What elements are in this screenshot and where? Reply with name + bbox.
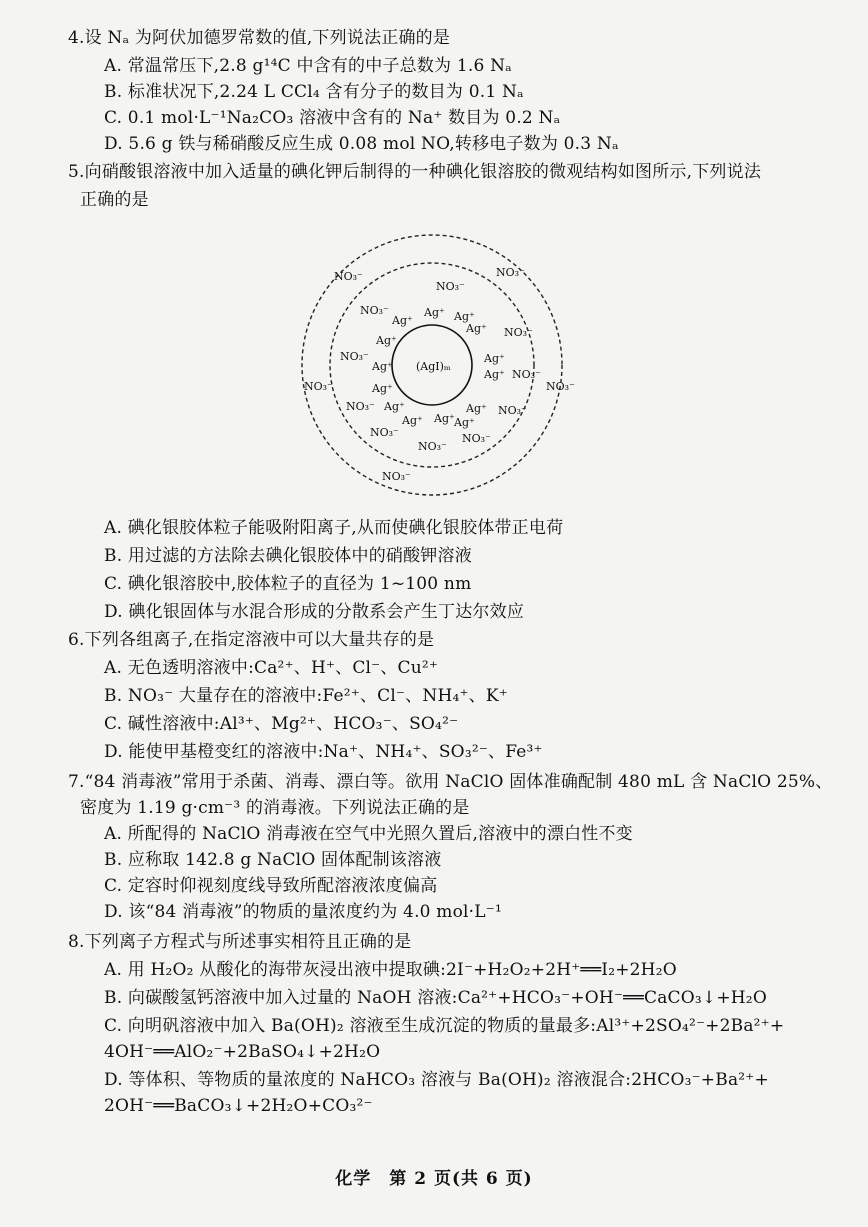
nitrate-ion: NO₃⁻ — [546, 380, 575, 393]
nitrate-ion: NO₃⁻ — [340, 350, 369, 363]
nitrate-ion: NO₃⁻ — [334, 270, 363, 283]
q4-option-b: B. 标准状况下,2.24 L CCl₄ 含有分子的数目为 0.1 Nₐ — [104, 82, 524, 102]
agi-colloid-diagram — [290, 220, 590, 510]
q6-option-c: C. 碱性溶液中:Al³⁺、Mg²⁺、HCO₃⁻、SO₄²⁻ — [104, 714, 459, 734]
q6-option-b: B. NO₃⁻ 大量存在的溶液中:Fe²⁺、Cl⁻、NH₄⁺、K⁺ — [104, 686, 508, 706]
q7-option-d: D. 该“84 消毒液”的物质的量浓度约为 4.0 mol·L⁻¹ — [104, 902, 502, 922]
ag-ion: Ag⁺ — [454, 416, 475, 429]
page-footer: 化学 第 2 页(共 6 页) — [335, 1169, 533, 1189]
nitrate-ion: NO₃⁻ — [512, 368, 541, 381]
q5-option-a: A. 碘化银胶体粒子能吸附阳离子,从而使碘化银胶体带正电荷 — [104, 518, 564, 538]
ag-ion: Ag⁺ — [454, 310, 475, 323]
nitrate-ion: NO₃⁻ — [370, 426, 399, 439]
nitrate-ion: NO₃⁻ — [360, 304, 389, 317]
q5-stem-line1: 5.向硝酸银溶液中加入适量的碘化钾后制得的一种碘化银溶胶的微观结构如图所示,下列说法 — [68, 162, 762, 182]
nitrate-ion: NO₃⁻ — [382, 470, 411, 483]
ag-ion: Ag⁺ — [372, 382, 393, 395]
ag-ion: Ag⁺ — [424, 306, 445, 319]
q5-option-c: C. 碘化银溶胶中,胶体粒子的直径为 1~100 nm — [104, 574, 472, 594]
q8-option-c-line1: C. 向明矾溶液中加入 Ba(OH)₂ 溶液至生成沉淀的物质的量最多:Al³⁺+2SO₄²⁻+2Ba²⁺+ — [104, 1016, 785, 1036]
nitrate-ion: NO₃⁻ — [418, 440, 447, 453]
nitrate-ion: NO₃⁻ — [504, 326, 533, 339]
q7-stem-line2: 密度为 1.19 g·cm⁻³ 的消毒液。下列说法正确的是 — [80, 798, 470, 818]
nitrate-ion: NO₃⁻ — [436, 280, 465, 293]
q8-stem: 8.下列离子方程式与所述事实相符且正确的是 — [68, 932, 412, 952]
q7-option-b: B. 应称取 142.8 g NaClO 固体配制该溶液 — [104, 850, 442, 870]
q6-stem: 6.下列各组离子,在指定溶液中可以大量共存的是 — [68, 630, 435, 650]
q5-stem-line2: 正确的是 — [80, 190, 149, 210]
q8-option-b: B. 向碳酸氢钙溶液中加入过量的 NaOH 溶液:Ca²⁺+HCO₃⁻+OH⁻══CaCO₃↓+H₂O — [104, 988, 767, 1008]
q7-option-a: A. 所配得的 NaClO 消毒液在空气中光照久置后,溶液中的漂白性不变 — [104, 824, 633, 844]
ag-ion: Ag⁺ — [384, 400, 405, 413]
q4-stem: 4.设 Nₐ 为阿伏加德罗常数的值,下列说法正确的是 — [68, 28, 451, 48]
ag-ion: Ag⁺ — [484, 352, 505, 365]
q6-option-a: A. 无色透明溶液中:Ca²⁺、H⁺、Cl⁻、Cu²⁺ — [104, 658, 439, 678]
ag-ion: Ag⁺ — [434, 412, 455, 425]
q5-option-d: D. 碘化银固体与水混合形成的分散系会产生丁达尔效应 — [104, 602, 525, 622]
ag-ion: Ag⁺ — [392, 314, 413, 327]
ag-ion: Ag⁺ — [466, 402, 487, 415]
nitrate-ion: NO₃⁻ — [346, 400, 375, 413]
q8-option-a: A. 用 H₂O₂ 从酸化的海带灰浸出液中提取碘:2I⁻+H₂O₂+2H⁺══I₂+2H₂O — [104, 960, 677, 980]
q4-option-c: C. 0.1 mol·L⁻¹Na₂CO₃ 溶液中含有的 Na⁺ 数目为 0.2 Nₐ — [104, 108, 561, 128]
agi-core-label: (AgI)ₘ — [416, 360, 451, 373]
q7-stem-line1: 7.“84 消毒液”常用于杀菌、消毒、漂白等。欲用 NaClO 固体准确配制 480 mL 含 NaClO 25%、 — [68, 772, 833, 792]
q7-option-c: C. 定容时仰视刻度线导致所配溶液浓度偏高 — [104, 876, 438, 896]
q5-option-b: B. 用过滤的方法除去碘化银胶体中的硝酸钾溶液 — [104, 546, 472, 566]
q8-option-d-line2: 2OH⁻══BaCO₃↓+2H₂O+CO₃²⁻ — [104, 1096, 373, 1116]
nitrate-ion: NO₃⁻ — [498, 404, 527, 417]
q8-option-c-line2: 4OH⁻══AlO₂⁻+2BaSO₄↓+2H₂O — [104, 1042, 381, 1062]
q4-option-a: A. 常温常压下,2.8 g¹⁴C 中含有的中子总数为 1.6 Nₐ — [104, 56, 512, 76]
ag-ion: Ag⁺ — [466, 322, 487, 335]
q8-option-d-line1: D. 等体积、等物质的量浓度的 NaHCO₃ 溶液与 Ba(OH)₂ 溶液混合:2HCO₃⁻+Ba²⁺+ — [104, 1070, 769, 1090]
q4-option-d: D. 5.6 g 铁与稀硝酸反应生成 0.08 mol NO,转移电子数为 0.3 Nₐ — [104, 134, 619, 154]
ag-ion: Ag⁺ — [372, 360, 393, 373]
ag-ion: Ag⁺ — [376, 334, 397, 347]
nitrate-ion: NO₃⁻ — [304, 380, 333, 393]
nitrate-ion: NO₃⁻ — [496, 266, 525, 279]
nitrate-ion: NO₃⁻ — [462, 432, 491, 445]
ag-ion: Ag⁺ — [484, 368, 505, 381]
ag-ion: Ag⁺ — [402, 414, 423, 427]
q6-option-d: D. 能使甲基橙变红的溶液中:Na⁺、NH₄⁺、SO₃²⁻、Fe³⁺ — [104, 742, 543, 762]
